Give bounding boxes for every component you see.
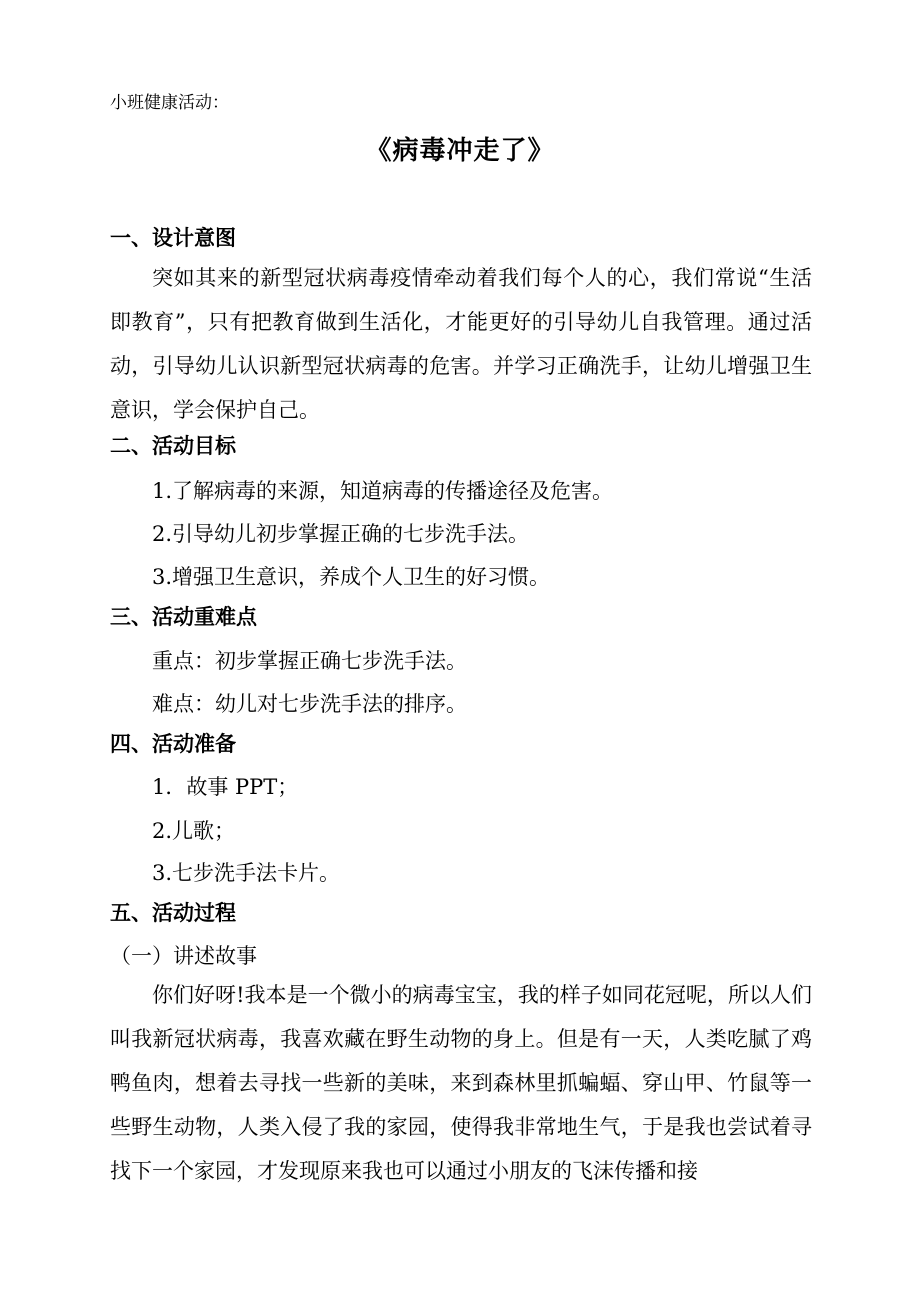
- key-point-item: 重点：初步掌握正确七步洗手法。: [152, 649, 467, 673]
- section-heading-key-points: 三、活动重难点: [110, 604, 257, 629]
- activity-category: 小班健康活动：: [110, 93, 229, 113]
- preparation-item: 2.儿歌；: [152, 819, 236, 843]
- preparation-item: 1．故事 PPT；: [152, 775, 299, 799]
- design-intent-paragraph: 突如其来的新型冠状病毒疫情牵动着我们每个人的心，我们常说“生活即教育”，只有把教育做到生活化，才能更好的引导幼儿自我管理。通过活动，引导幼儿认识新型冠状病毒的危害。并学习正确洗手，让幼儿增强卫生意识，学会保护自己。: [110, 266, 812, 422]
- document-title: 《病毒冲走了》: [365, 136, 555, 166]
- section-heading-design: 一、设计意图: [110, 225, 236, 250]
- goal-item: 2.引导幼儿初步掌握正确的七步洗手法。: [152, 522, 530, 546]
- difficulty-item: 难点：幼儿对七步洗手法的排序。: [152, 692, 467, 716]
- goal-item: 3.增强卫生意识，养成个人卫生的好习惯。: [152, 565, 551, 589]
- story-paragraph: 你们好呀!我本是一个微小的病毒宝宝，我的样子如同花冠呢，所以人们叫我新冠状病毒，我喜欢藏在野生动物的身上。但是有一天，人类吃腻了鸡鸭鱼肉，想着去寻找一些新的美味，来到森林里抓蝙蝠、穿山甲、竹鼠等一些野生动物，人类入侵了我的家园，使得我非常地生气，于是我也尝试着寻找下一个家园，才发现原来我也可以通过小朋友的飞沫传播和接: [110, 983, 812, 1183]
- section-heading-goals: 二、活动目标: [110, 433, 236, 458]
- section-heading-preparation: 四、活动准备: [110, 731, 236, 756]
- process-subheading: （一）讲述故事: [110, 944, 257, 968]
- preparation-item: 3.七步洗手法卡片。: [152, 861, 341, 885]
- goal-item: 1.了解病毒的来源，知道病毒的传播途径及危害。: [152, 479, 614, 503]
- section-heading-process: 五、活动过程: [110, 900, 236, 925]
